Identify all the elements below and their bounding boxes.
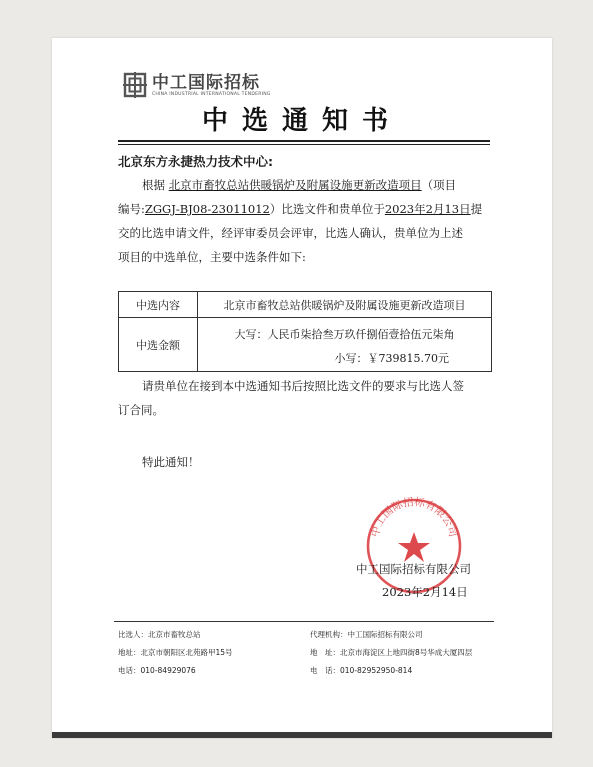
footer-agency-address: 地 址：北京市海淀区上地四街8号华成大厦四层 bbox=[310, 648, 473, 657]
footer-divider bbox=[114, 621, 494, 622]
award-content-value: 北京市畜牧总站供暖锅炉及附属设施更新改造项目 bbox=[198, 292, 492, 318]
title-divider-thin bbox=[118, 144, 490, 145]
document-title: 中选通知书 bbox=[201, 106, 402, 136]
amount-upper: 大写：人民币柒拾叁万玖仟捌佰壹拾伍元柒角 bbox=[234, 327, 455, 341]
body-text: ）比选文件和贵单位于 bbox=[269, 202, 385, 216]
project-code: ZGGJ-BJ08-23011012 bbox=[144, 202, 270, 216]
body-paragraph bbox=[118, 173, 492, 269]
body-text: 项目的中选单位，主要中选条件如下: bbox=[118, 250, 306, 264]
amount-lower: 小写：￥739815.70元 bbox=[334, 351, 449, 365]
company-logo bbox=[122, 71, 271, 99]
logo-name: 中工国际招标 bbox=[152, 72, 260, 93]
document-page bbox=[52, 38, 552, 738]
signature-date: 2023年2月14日 bbox=[382, 585, 468, 599]
award-amount-label: 中选金额 bbox=[119, 318, 198, 372]
body-text: 交的比选申请文件，经评审委员会评审，比选人确认，贵单位为上述 bbox=[118, 226, 463, 240]
footer-agency: 代理机构：中工国际招标有限公司 bbox=[310, 630, 423, 639]
closing-line: 订合同。 bbox=[118, 403, 164, 417]
footer-tenderer-address: 地址：北京市朝阳区北苑路甲15号 bbox=[118, 648, 233, 657]
scan-edge bbox=[52, 732, 552, 738]
addressee: 北京东方永捷热力技术中心: bbox=[118, 154, 273, 169]
svg-text:中工国际招标有限公司 bbox=[368, 496, 459, 538]
bid-date: 2023年2月13日 bbox=[384, 202, 471, 216]
body-text: 编号: bbox=[118, 202, 145, 216]
signature-company: 中工国际招标有限公司 bbox=[356, 562, 471, 576]
project-name: 北京市畜牧总站供暖锅炉及附属设施更新改造项目 bbox=[168, 178, 422, 192]
company-seal-stamp bbox=[364, 496, 464, 596]
logo-mark-icon bbox=[122, 71, 148, 99]
closing-paragraph bbox=[118, 374, 492, 422]
body-text: （项目 bbox=[421, 178, 457, 192]
closing-notice: 特此通知！ bbox=[142, 455, 200, 469]
footer-tenderer-phone: 电话：010-84929076 bbox=[118, 666, 196, 675]
logo-subtitle: CHINA INDUSTRIAL INTERNATIONAL TENDERING bbox=[152, 91, 271, 97]
closing-line: 请贵单位在接到本中选通知书后按照比选文件的要求与比选人签 bbox=[142, 379, 464, 393]
award-content-label: 中选内容 bbox=[119, 292, 198, 318]
title-divider bbox=[118, 140, 490, 142]
award-amount-cell bbox=[198, 318, 492, 372]
footer-tenderer: 比选人：北京市畜牧总站 bbox=[118, 630, 201, 639]
stamp-star-icon bbox=[398, 532, 430, 562]
award-table bbox=[118, 291, 492, 372]
footer-agency-phone: 电 话：010-82952950-814 bbox=[310, 666, 413, 675]
body-text: 根据 bbox=[142, 178, 165, 192]
table-row bbox=[119, 292, 492, 318]
body-text: 提 bbox=[470, 202, 483, 216]
table-row bbox=[119, 318, 492, 372]
stamp-text: 中工国际招标有限公司 bbox=[369, 496, 459, 539]
